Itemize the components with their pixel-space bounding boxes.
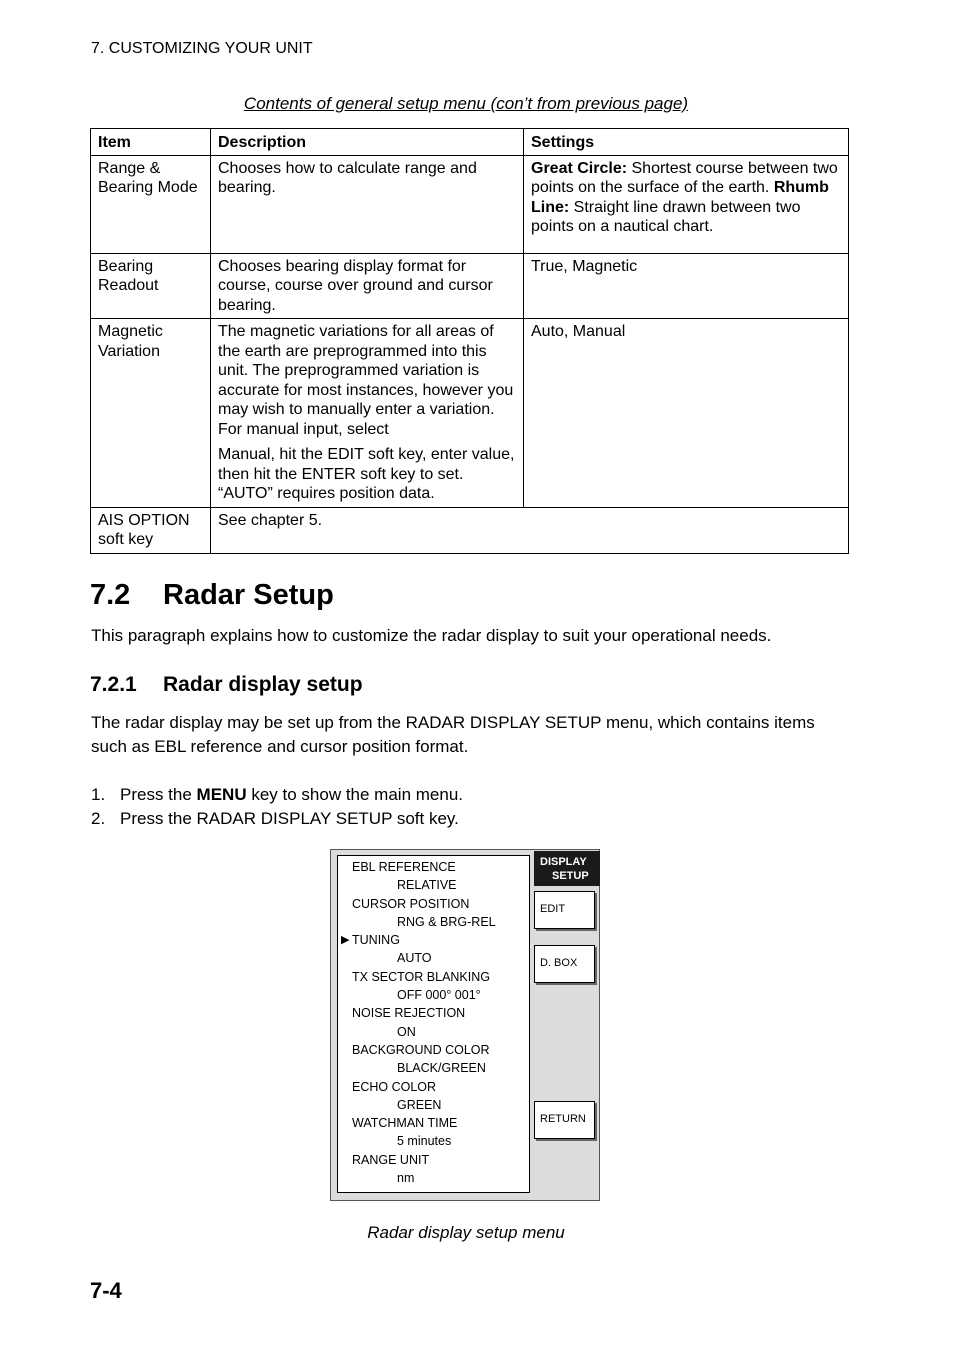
menu-item-value-row — [338, 913, 529, 931]
menu-item-value-row — [338, 876, 529, 894]
running-head: 7. CUSTOMIZING YOUR UNIT — [91, 40, 313, 57]
settings-term: Great Circle: — [531, 159, 628, 177]
menu-item-value-row — [338, 1023, 529, 1041]
menu-item-label-row[interactable] — [338, 1151, 529, 1169]
body-paragraph: The radar display may be set up from the RADAR DISPLAY SETUP menu, which contains items such as EBL reference and cursor position format. — [91, 713, 815, 756]
general-setup-table — [90, 128, 849, 554]
procedure-steps — [91, 783, 463, 831]
cell-settings — [524, 155, 849, 253]
menu-item-label: TUNING — [352, 933, 400, 948]
cell-item: Bearing Readout — [91, 253, 211, 319]
table-row — [91, 319, 849, 508]
menu-item-list — [337, 855, 530, 1193]
description-paragraph: Manual, hit the EDIT soft key, enter value, then hit the ENTER soft key to set. “AUTO” requires position data. — [218, 446, 515, 502]
menu-item-label-row[interactable] — [338, 968, 529, 986]
settings-text: Straight line drawn between two points on a nautical chart. — [531, 198, 801, 235]
settings-text: Shortest course between two points on the surface of the earth. — [531, 159, 838, 196]
step-number: 1. — [91, 785, 106, 804]
column-header-item: Item — [91, 129, 211, 156]
description-paragraph: The magnetic variations for all areas of the earth are preprogrammed into this unit. The preprogrammed variation is accurate for most instances, however you may wish to manually enter a variation. For manual input, select — [218, 323, 514, 438]
menu-item-label-row-selected[interactable] — [338, 931, 529, 949]
menu-item-value-row — [338, 986, 529, 1004]
cell-item: AIS OPTION soft key — [91, 507, 211, 553]
menu-item-label: CURSOR POSITION — [352, 896, 470, 911]
menu-item-label-row[interactable] — [338, 1078, 529, 1096]
table-row — [91, 507, 849, 553]
menu-item-value-row — [338, 1059, 529, 1077]
menu-item-label: RANGE UNIT — [352, 1152, 430, 1167]
menu-item-label: WATCHMAN TIME — [352, 1116, 458, 1131]
table-caption: Contents of general setup menu (con’t from previous page) — [243, 94, 689, 113]
cell-item: Magnetic Variation — [91, 319, 211, 508]
step-text: key to show the main menu. — [246, 785, 463, 804]
cell-settings: True, Magnetic — [524, 253, 849, 319]
menu-item-label-row[interactable] — [338, 895, 529, 913]
menu-item-label: BACKGROUND COLOR — [352, 1042, 490, 1057]
subsection-heading — [90, 673, 363, 697]
intro-paragraph: This paragraph explains how to customize the radar display to suit your operational needs. — [91, 626, 772, 645]
cell-description: See chapter 5. — [211, 507, 849, 553]
menu-item-label: ECHO COLOR — [352, 1079, 437, 1094]
section-number: 7.2 — [90, 579, 131, 611]
menu-item-value: nm — [397, 1171, 415, 1186]
softkey-title-line: SETUP — [552, 870, 589, 882]
menu-item-label: TX SECTOR BLANKING — [352, 969, 490, 984]
menu-item-value: 5 minutes — [397, 1134, 452, 1149]
key-name: MENU — [196, 785, 247, 804]
section-heading — [90, 579, 334, 612]
menu-item-label: NOISE REJECTION — [352, 1006, 466, 1021]
page-number: 7-4 — [90, 1278, 122, 1303]
step-item — [91, 807, 463, 831]
menu-item-value: OFF 000° 001° — [397, 988, 481, 1003]
table-header-row — [91, 129, 849, 156]
cell-item: Range & Bearing Mode — [91, 155, 211, 253]
menu-item-label: EBL REFERENCE — [352, 860, 456, 874]
menu-item-label-row[interactable] — [338, 1114, 529, 1132]
menu-item-value: AUTO — [397, 951, 432, 966]
menu-item-label-row[interactable] — [338, 1041, 529, 1059]
menu-item-value: GREEN — [397, 1097, 442, 1112]
settings-term: Rhumb Line: — [531, 179, 829, 216]
cell-settings: Auto, Manual — [524, 319, 849, 508]
step-text: Press the RADAR DISPLAY SETUP soft key. — [120, 809, 459, 828]
menu-item-value: RNG & BRG-REL — [397, 914, 496, 929]
step-item — [91, 783, 463, 807]
column-header-settings: Settings — [524, 129, 849, 156]
return-softkey[interactable]: RETURN — [534, 1101, 595, 1139]
softkey-title-line: DISPLAY — [540, 856, 587, 868]
menu-item-label-row[interactable] — [338, 1004, 529, 1022]
section-title: Radar Setup — [163, 579, 334, 611]
figure-caption: Radar display setup menu — [367, 1223, 565, 1242]
menu-item-value: ON — [397, 1024, 416, 1039]
menu-item-value-row — [338, 949, 529, 967]
cell-description — [211, 319, 524, 508]
softkey-menu-title — [534, 851, 600, 886]
table-row — [91, 155, 849, 253]
column-header-description: Description — [211, 129, 524, 156]
step-number: 2. — [91, 809, 106, 828]
menu-item-value: BLACK/GREEN — [397, 1061, 486, 1076]
radar-display-setup-menu — [330, 849, 600, 1201]
step-text: Press the — [120, 785, 197, 804]
subsection-number: 7.2.1 — [90, 673, 137, 696]
menu-item-value-row — [338, 1132, 529, 1150]
table-row — [91, 253, 849, 319]
edit-softkey[interactable]: EDIT — [534, 891, 595, 929]
cursor-arrow-icon: ▶ — [341, 934, 350, 947]
menu-item-value: RELATIVE — [397, 878, 457, 893]
menu-item-value-row — [338, 1096, 529, 1114]
subsection-title: Radar display setup — [163, 673, 363, 696]
menu-item-label-row[interactable] — [338, 858, 529, 876]
cell-description: Chooses bearing display format for course, course over ground and cursor bearing. — [211, 253, 524, 319]
cell-description: Chooses how to calculate range and bearing. — [211, 155, 524, 253]
dbox-softkey[interactable]: D. BOX — [534, 945, 595, 983]
menu-item-value-row — [338, 1169, 529, 1187]
